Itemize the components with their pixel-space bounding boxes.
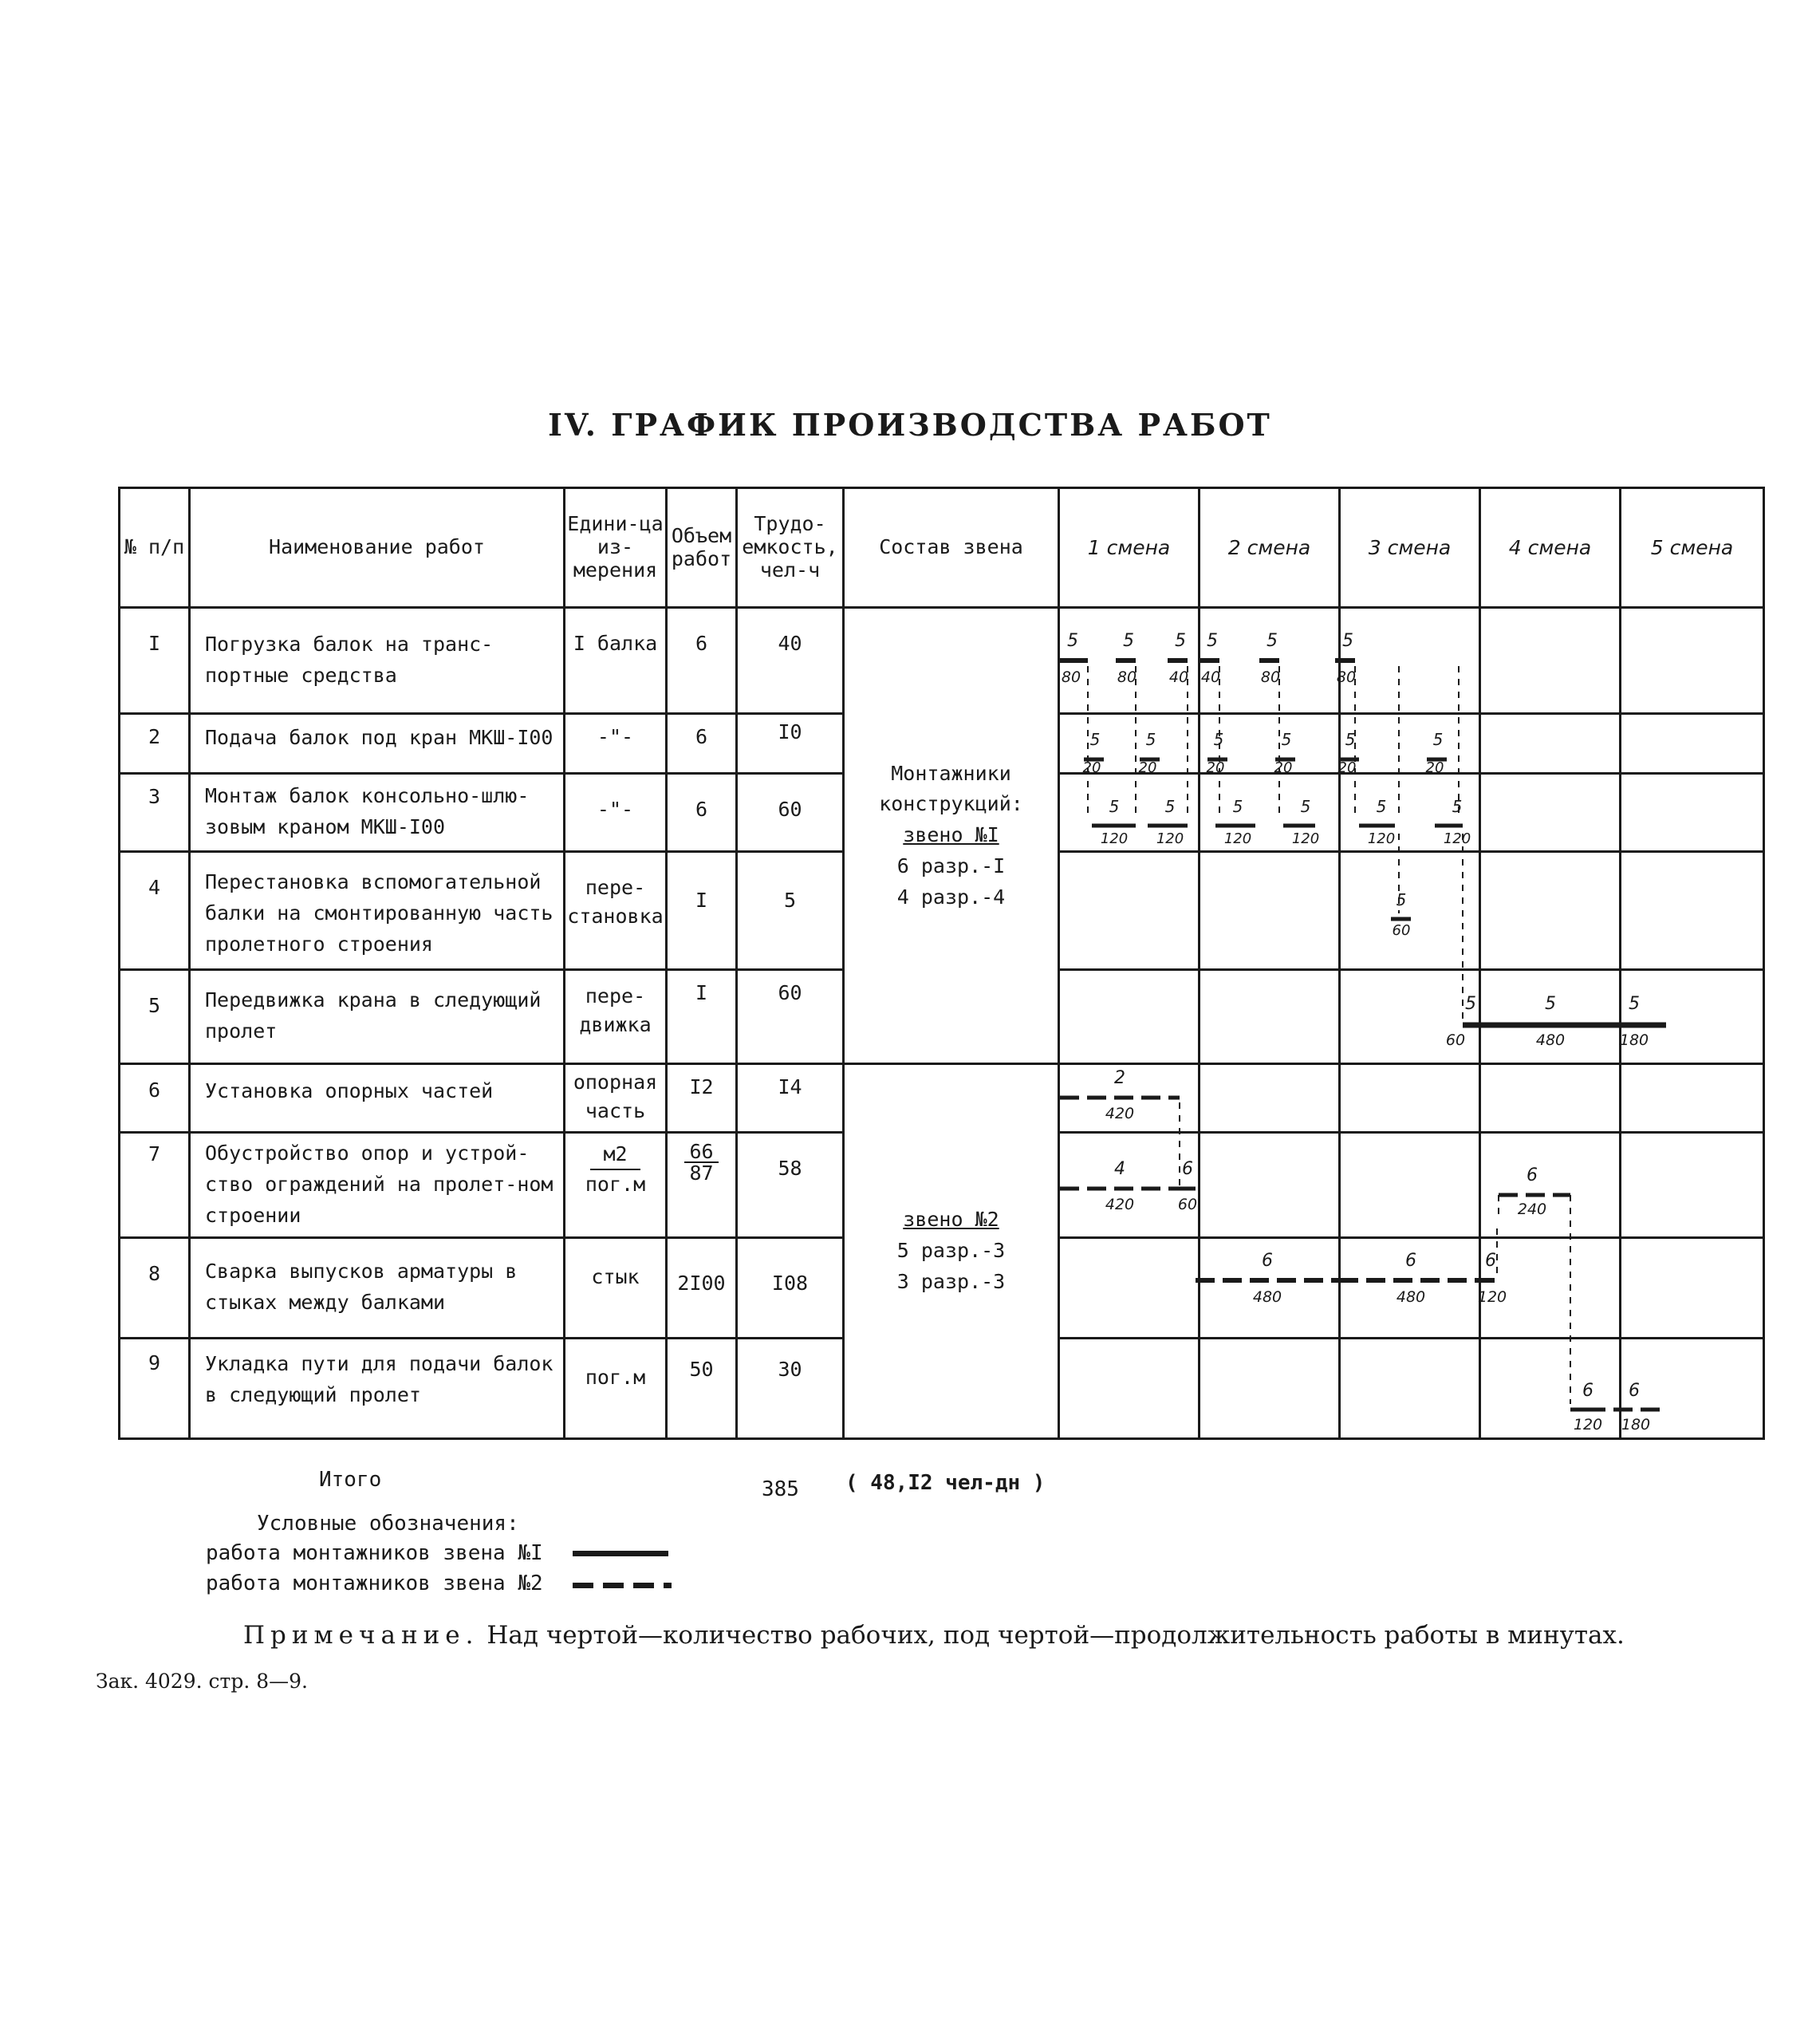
gantt-duration-label: 420 bbox=[1105, 1105, 1135, 1122]
row-name: Установка опорных частей bbox=[190, 1064, 565, 1133]
row-name: Укладка пути для подачи балок в следующий пролет bbox=[190, 1339, 565, 1439]
row-num: 6 bbox=[120, 1064, 190, 1133]
gantt-workers-label: 5 bbox=[1629, 994, 1640, 1014]
crew-2-name: звено №2 bbox=[903, 1208, 999, 1232]
header-shift-1: 1 смена bbox=[1059, 488, 1200, 608]
gantt-duration-label: 20 bbox=[1274, 759, 1293, 776]
header-shift-2: 2 смена bbox=[1200, 488, 1340, 608]
gantt-duration-label: 60 bbox=[1445, 1031, 1466, 1049]
gantt-duration-label: 240 bbox=[1517, 1201, 1547, 1218]
row-labor: 60 bbox=[737, 774, 844, 852]
header-num: № п/п bbox=[120, 488, 190, 608]
row-name: Монтаж балок консольно-шлю-зовым краном МКШ-I00 bbox=[190, 774, 565, 852]
row-unit: стык bbox=[565, 1238, 667, 1339]
gantt-workers-label: 6 bbox=[1582, 1381, 1593, 1401]
legend-solid-line bbox=[573, 1551, 668, 1556]
gantt-duration-label: 120 bbox=[1100, 830, 1129, 847]
row-num: 2 bbox=[120, 714, 190, 774]
row-labor: 58 bbox=[737, 1133, 844, 1238]
legend-title: Условные обозначения: bbox=[257, 1512, 519, 1536]
gantt-workers-label: 2 bbox=[1114, 1068, 1125, 1088]
row-volume: I bbox=[667, 970, 737, 1064]
row-unit: -"- bbox=[565, 714, 667, 774]
page-title: IV. ГРАФИК ПРОИЗВОДСТВА РАБОТ bbox=[548, 407, 1272, 443]
legend-item-1: работа монтажников звена №I bbox=[206, 1541, 543, 1565]
gantt-duration-label: 40 bbox=[1200, 668, 1221, 686]
gantt-workers-label: 5 bbox=[1300, 797, 1311, 816]
gantt-duration-label: 20 bbox=[1425, 759, 1444, 776]
legend-dashed-line bbox=[573, 1583, 672, 1588]
gantt-workers-label: 6 bbox=[1262, 1251, 1273, 1271]
gantt-duration-label: 480 bbox=[1252, 1288, 1282, 1306]
row-num: 3 bbox=[120, 774, 190, 852]
gantt-workers-label: 5 bbox=[1089, 730, 1101, 749]
unit-top: м2 bbox=[590, 1140, 640, 1170]
row-unit bbox=[565, 1133, 667, 1238]
row-name: Погрузка балок на транс-портные средства bbox=[190, 608, 565, 714]
row-name: Обустройство опор и устрой-ство ограждений на пролет-ном строении bbox=[190, 1133, 565, 1238]
gantt-duration-label: 60 bbox=[1177, 1196, 1198, 1213]
gantt-workers-label: 5 bbox=[1345, 730, 1356, 749]
gantt-workers-label: 5 bbox=[1145, 730, 1156, 749]
row-volume: I bbox=[667, 852, 737, 970]
row-num: 5 bbox=[120, 970, 190, 1064]
row-labor: 40 bbox=[737, 608, 844, 714]
crew-1-name: звено №I bbox=[903, 823, 999, 847]
gantt-duration-label: 20 bbox=[1206, 759, 1225, 776]
row-labor: 5 bbox=[737, 852, 844, 970]
gantt-workers-label: 5 bbox=[1213, 730, 1224, 749]
gantt-workers-label: 6 bbox=[1629, 1381, 1640, 1401]
row-labor: I4 bbox=[737, 1064, 844, 1133]
order-number: Зак. 4029. стр. 8—9. bbox=[96, 1670, 309, 1693]
row-name: Подача балок под кран МКШ-I00 bbox=[190, 714, 565, 774]
note bbox=[243, 1621, 1625, 1650]
gantt-workers-label: 5 bbox=[1545, 994, 1556, 1014]
row-volume: 50 bbox=[667, 1339, 737, 1439]
gantt-duration-label: 180 bbox=[1621, 1416, 1651, 1433]
row-unit: пог.м bbox=[565, 1339, 667, 1439]
legend-item-2: работа монтажников звена №2 bbox=[206, 1571, 543, 1595]
row-unit: пере-становка bbox=[565, 852, 667, 970]
crew-1-line-2: 4 разр.-4 bbox=[896, 885, 1006, 909]
gantt-duration-label: 120 bbox=[1443, 830, 1471, 847]
row-num: 7 bbox=[120, 1133, 190, 1238]
header-volume: Объем работ bbox=[667, 488, 737, 608]
gantt-duration-label: 20 bbox=[1082, 759, 1101, 776]
row-num: I bbox=[120, 608, 190, 714]
gantt-duration-label: 120 bbox=[1367, 830, 1396, 847]
gantt-duration-label: 80 bbox=[1061, 668, 1081, 686]
row-num: 4 bbox=[120, 852, 190, 970]
gantt-workers-label: 5 bbox=[1452, 797, 1463, 816]
row-name: Передвижка крана в следующий пролет bbox=[190, 970, 565, 1064]
gantt-workers-label: 5 bbox=[1267, 631, 1278, 651]
gantt-workers-label: 4 bbox=[1114, 1159, 1125, 1179]
volume-bottom: 87 bbox=[689, 1161, 714, 1185]
gantt-workers-label: 6 bbox=[1182, 1159, 1193, 1179]
gantt-duration-label: 120 bbox=[1477, 1288, 1507, 1306]
gantt-duration-label: 120 bbox=[1156, 830, 1184, 847]
crew-2-cell bbox=[844, 1064, 1059, 1439]
gantt-workers-label: 5 bbox=[1067, 631, 1078, 651]
gantt-duration-label: 120 bbox=[1291, 830, 1320, 847]
header-unit: Едини-ца из-мерения bbox=[565, 488, 667, 608]
gantt-workers-label: 5 bbox=[1164, 797, 1176, 816]
header-crew: Состав звена bbox=[844, 488, 1059, 608]
gantt-workers-label: 6 bbox=[1485, 1251, 1496, 1271]
gantt-duration-label: 20 bbox=[1138, 759, 1157, 776]
gantt-workers-label: 5 bbox=[1109, 797, 1120, 816]
gantt-workers-label: 5 bbox=[1207, 631, 1218, 651]
gantt-duration-label: 40 bbox=[1168, 668, 1189, 686]
header-shift-5: 5 смена bbox=[1621, 488, 1764, 608]
gantt-duration-label: 80 bbox=[1260, 668, 1281, 686]
gantt-workers-label: 5 bbox=[1123, 631, 1134, 651]
gantt-workers-label: 6 bbox=[1527, 1165, 1538, 1185]
crew-2-line-1: 5 разр.-3 bbox=[896, 1239, 1006, 1263]
gantt-workers-label: 5 bbox=[1465, 994, 1476, 1014]
gantt-workers-label: 5 bbox=[1281, 730, 1292, 749]
row-volume: 6 bbox=[667, 608, 737, 714]
crew-1-cell bbox=[844, 608, 1059, 1064]
row-num: 8 bbox=[120, 1238, 190, 1339]
header-name: Наименование работ bbox=[190, 488, 565, 608]
gantt-duration-label: 480 bbox=[1535, 1031, 1566, 1049]
row-name: Перестановка вспомогательной балки на смонтированную часть пролетного строения bbox=[190, 852, 565, 970]
note-lead: Примечание. bbox=[243, 1621, 479, 1650]
gantt-workers-label: 5 bbox=[1432, 730, 1444, 749]
row-volume: 6 bbox=[667, 774, 737, 852]
total-label: Итого bbox=[319, 1468, 382, 1492]
header-row bbox=[120, 488, 1764, 608]
row-volume: 6 bbox=[667, 714, 737, 774]
total-value: 385 bbox=[762, 1477, 799, 1501]
row-unit: I балка bbox=[565, 608, 667, 714]
gantt-duration-label: 60 bbox=[1392, 922, 1411, 939]
row-num: 9 bbox=[120, 1339, 190, 1439]
crew-1-title: Монтажники конструкций: bbox=[879, 761, 1023, 816]
unit-bottom: пог.м bbox=[585, 1173, 646, 1197]
crew-1-line-1: 6 разр.-I bbox=[896, 854, 1006, 877]
row-name: Сварка выпусков арматуры в стыках между балками bbox=[190, 1238, 565, 1339]
gantt-workers-label: 5 bbox=[1232, 797, 1243, 816]
header-labor: Трудо-емкость, чел-ч bbox=[737, 488, 844, 608]
row-labor: I0 bbox=[737, 714, 844, 774]
crew-2-line-2: 3 разр.-3 bbox=[896, 1269, 1006, 1293]
gantt-duration-label: 120 bbox=[1573, 1416, 1603, 1433]
row-volume: 2I00 bbox=[667, 1238, 737, 1339]
gantt-workers-label: 6 bbox=[1405, 1251, 1416, 1271]
gantt-workers-label: 5 bbox=[1376, 797, 1387, 816]
row-unit: опорная часть bbox=[565, 1064, 667, 1133]
gantt-duration-label: 120 bbox=[1223, 830, 1252, 847]
gantt-duration-label: 480 bbox=[1396, 1288, 1426, 1306]
row-volume: I2 bbox=[667, 1064, 737, 1133]
gantt-workers-label: 5 bbox=[1342, 631, 1353, 651]
row-unit: пере-движка bbox=[565, 970, 667, 1064]
gantt-duration-label: 20 bbox=[1337, 759, 1357, 776]
total-days: ( 48,I2 чел-дн ) bbox=[845, 1471, 1046, 1495]
gantt-workers-label: 5 bbox=[1396, 890, 1407, 909]
note-text: Над чертой—количество рабочих, под чертой—продолжительность работы в минутах. bbox=[487, 1621, 1625, 1650]
gantt-duration-label: 180 bbox=[1619, 1031, 1649, 1049]
gantt-duration-label: 80 bbox=[1336, 668, 1357, 686]
row-volume bbox=[667, 1133, 737, 1238]
volume-top: 66 bbox=[684, 1142, 719, 1163]
gantt-duration-label: 80 bbox=[1117, 668, 1137, 686]
header-shift-4: 4 смена bbox=[1480, 488, 1621, 608]
gantt-duration-label: 420 bbox=[1105, 1196, 1135, 1213]
gantt-chart bbox=[1060, 606, 1762, 1440]
row-unit: -"- bbox=[565, 774, 667, 852]
row-labor: I08 bbox=[737, 1238, 844, 1339]
row-labor: 60 bbox=[737, 970, 844, 1064]
gantt-workers-label: 5 bbox=[1175, 631, 1186, 651]
header-shift-3: 3 смена bbox=[1340, 488, 1480, 608]
row-labor: 30 bbox=[737, 1339, 844, 1439]
